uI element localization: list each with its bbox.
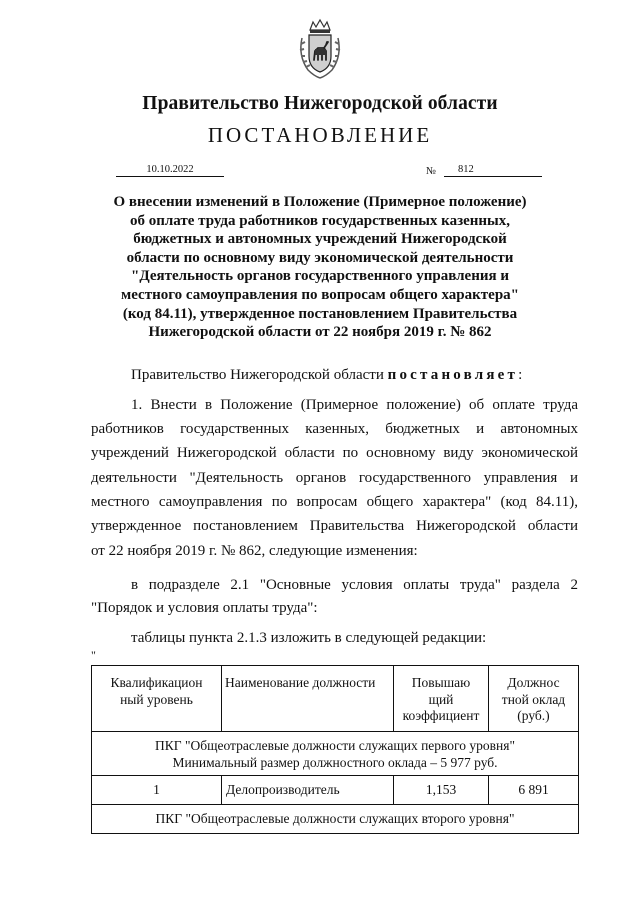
heading-line: местного самоуправления по вопросам общего характера" xyxy=(121,286,519,303)
coat-of-arms-icon xyxy=(296,18,344,80)
header-position xyxy=(222,666,394,732)
item1-line: работников государственных казенных, бюджетных и автономных xyxy=(91,421,578,437)
intro-suffix: : xyxy=(518,367,523,383)
organization-title: Правительство Нижегородской области xyxy=(142,93,498,114)
header-text: ный уровень xyxy=(120,691,193,707)
item1-line: учреждений Нижегородской области по основному виду экономической xyxy=(91,445,578,461)
document-date: 10.10.2022 xyxy=(116,163,224,177)
group-min-salary: Минимальный размер должностного оклада – 5 977 руб. xyxy=(172,754,498,770)
decree-intro xyxy=(131,367,578,384)
intro-prefix: Правительство Нижегородской области xyxy=(131,367,388,383)
heading-line: "Деятельность органов государственного управления и xyxy=(131,268,509,285)
table-group-row xyxy=(92,805,579,834)
subsection-line: "Порядок и условия оплаты труда": xyxy=(91,600,318,616)
heading-line: об оплате труда работников государственных казенных, xyxy=(129,212,511,229)
cell-level: 1 xyxy=(92,776,222,805)
header-text: тной оклад xyxy=(501,691,566,707)
cell-salary: 6 891 xyxy=(489,776,579,805)
heading-line: О внесении изменений в Положение (Примерное положение) xyxy=(113,194,527,210)
heading-line: бюджетных и автономных учреждений Нижегородской xyxy=(133,231,507,248)
table-row xyxy=(92,776,579,805)
table-header-row xyxy=(92,666,579,732)
item1-line: от 22 ноября 2019 г. № 862, следующие изменения: xyxy=(91,543,418,559)
document-number: 812 xyxy=(444,163,542,177)
header-level xyxy=(92,666,222,732)
number-sign: № xyxy=(426,166,437,177)
item1-line: 1. Внести в Положение (Примерное положение) об оплате труда xyxy=(131,397,578,413)
subsection-line: в подразделе 2.1 "Основные условия оплаты труда" раздела 2 xyxy=(131,577,578,593)
opening-quote: " xyxy=(91,648,96,662)
heading-line: (код 84.11), утвержденное постановлением Правительства xyxy=(122,305,518,322)
item1-line: деятельности "Деятельность органов государственного управления и xyxy=(91,470,578,486)
header-text: щий xyxy=(428,691,454,707)
heading-line: Нижегородской области от 22 ноября 2019 г. № 862 xyxy=(148,324,492,341)
group-title: ПКГ "Общеотраслевые должности служащих первого уровня" xyxy=(155,738,515,753)
group-cell xyxy=(92,732,579,776)
header-text: Должнос xyxy=(507,675,560,690)
item1-line: утвержденное постановлением Правительства Нижегородской области xyxy=(91,518,578,534)
header-text: (руб.) xyxy=(517,708,550,723)
group-cell: ПКГ "Общеотраслевые должности служащих второго уровня" xyxy=(92,805,579,834)
header-text: коэффициент xyxy=(402,708,480,723)
header-text: Наименование должности xyxy=(225,675,376,690)
table-group-row xyxy=(92,732,579,776)
document-heading xyxy=(110,193,530,342)
document-type: ПОСТАНОВЛЕНИЕ xyxy=(207,123,433,147)
header-salary xyxy=(489,666,579,732)
cell-coefficient: 1,153 xyxy=(394,776,489,805)
header-text: Квалификацион xyxy=(110,675,203,690)
heading-line: области по основному виду экономической деятельности xyxy=(126,249,514,266)
item1-line: местного самоуправления по вопросам общего характера" (код 84.11), xyxy=(91,494,578,510)
cell-position: Делопроизводитель xyxy=(222,776,394,805)
header-text: Повышаю xyxy=(411,675,471,690)
intro-decrees: постановляет xyxy=(387,367,519,383)
table-intro: таблицы пункта 2.1.3 изложить в следующей редакции: xyxy=(131,630,487,646)
header-coefficient xyxy=(394,666,489,732)
salary-table xyxy=(91,665,579,834)
